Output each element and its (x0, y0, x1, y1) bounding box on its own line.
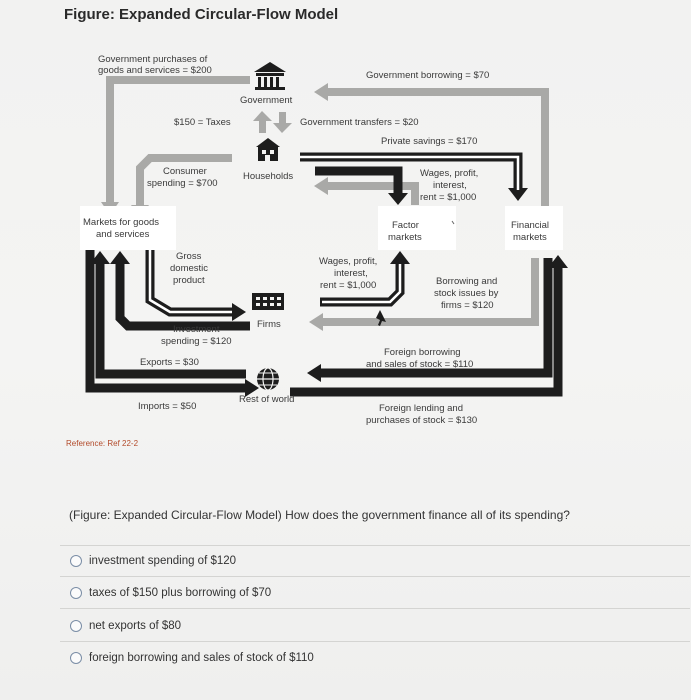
consumer-spending-label: Consumer (163, 166, 207, 177)
figure-title: Figure: Expanded Circular-Flow Model (64, 6, 339, 23)
investment-arrowhead (110, 251, 130, 264)
answer-option-label: net exports of $80 (89, 620, 182, 632)
government-label: Government (240, 95, 293, 106)
taxes-arrowhead (253, 111, 272, 121)
radio-button-4[interactable] (70, 652, 82, 664)
divider (60, 608, 690, 609)
investment-label: Investment (173, 324, 220, 335)
foreign-lending-label-2: purchases of stock = $130 (366, 415, 478, 426)
answer-option-3[interactable] (70, 616, 181, 636)
exports-label: Exports = $30 (140, 357, 199, 368)
answer-option-label: taxes of $150 plus borrowing of $70 (89, 587, 272, 599)
question-text: (Figure: Expanded Circular-Flow Model) How does the government finance all of its spending? (69, 508, 570, 522)
gov-transfers-arrowhead (273, 123, 292, 133)
divider (60, 641, 690, 642)
borrowing-firms-label: Borrowing and (436, 276, 498, 287)
household-factor-arrowhead (388, 193, 408, 205)
taxes-arrow (259, 119, 266, 133)
house-icon (256, 138, 280, 161)
gdp-arrowhead (232, 303, 246, 321)
divider (60, 545, 690, 546)
borrowing-firms-arrowhead (309, 313, 323, 331)
taxes-label: $150 = Taxes (174, 117, 231, 128)
gov-purchases-label-2: goods and services = $200 (98, 65, 212, 76)
rest-of-world-label: Rest of world (239, 394, 295, 405)
globe-icon (257, 368, 279, 390)
answer-option-label: foreign borrowing and sales of stock of $110 (89, 652, 314, 664)
foreign-borrowing-label: Foreign borrowing (384, 347, 461, 358)
imports-label: Imports = $50 (138, 401, 197, 412)
gov-purchases-label: Government purchases of (98, 54, 208, 65)
wages-top-label-2: interest, (433, 180, 467, 191)
consumer-spending-label-2: spending = $700 (147, 178, 218, 189)
wages-bottom-label: Wages, profit, (319, 256, 378, 267)
borrowing-firms-label-3: firms = $120 (441, 300, 494, 311)
answer-option-4[interactable] (70, 648, 314, 668)
wages-top-label-3: rent = $1,000 (420, 192, 477, 203)
gov-transfers-label: Government transfers = $20 (300, 117, 419, 128)
foreign-borrowing-label-2: and sales of stock = $110 (366, 359, 474, 370)
firms-label: Firms (257, 319, 281, 330)
gov-borrowing-arrowhead (314, 83, 328, 101)
foreign-borrowing-arrowhead (307, 364, 321, 382)
factor-markets-label-2: markets (388, 232, 422, 243)
foreign-lending-label: Foreign lending and (379, 403, 463, 414)
financial-markets-label-2: markets (513, 232, 547, 243)
government-icon (254, 62, 286, 90)
answer-option-label: investment spending of $120 (89, 555, 237, 567)
answer-option-2[interactable] (70, 583, 271, 603)
gdp-label: Gross (176, 251, 202, 262)
factory-icon (252, 293, 284, 310)
borrowing-firms-label-2: stock issues by (434, 288, 499, 299)
households-label: Households (243, 171, 294, 182)
investment-label-2: spending = $120 (161, 336, 232, 347)
financial-markets-label: Financial (511, 220, 550, 231)
divider (60, 576, 690, 577)
wages-top-label: Wages, profit, (420, 168, 479, 179)
radio-button-1[interactable] (70, 555, 82, 567)
radio-button-3[interactable] (70, 620, 82, 632)
radio-button-2[interactable] (70, 587, 82, 599)
private-savings-label: Private savings = $170 (381, 136, 478, 147)
markets-goods-label-2: and services (96, 229, 150, 240)
gov-borrowing-label: Government borrowing = $70 (366, 70, 490, 81)
wages-bottom-arrowhead (390, 251, 410, 264)
wages-bottom-label-3: rent = $1,000 (320, 280, 377, 291)
markets-goods-label: Markets for goods (83, 217, 160, 228)
wages-bottom-label-2: interest, (334, 268, 368, 279)
gdp-label-3: product (173, 275, 205, 286)
gdp-label-2: domestic (170, 263, 209, 274)
markets-goods-box (80, 206, 176, 250)
factor-markets-label: Factor (392, 220, 419, 231)
wages-to-households-arrowhead (314, 177, 328, 195)
reference-text: Reference: Ref 22-2 (66, 439, 139, 448)
answer-option-1[interactable] (70, 551, 236, 571)
